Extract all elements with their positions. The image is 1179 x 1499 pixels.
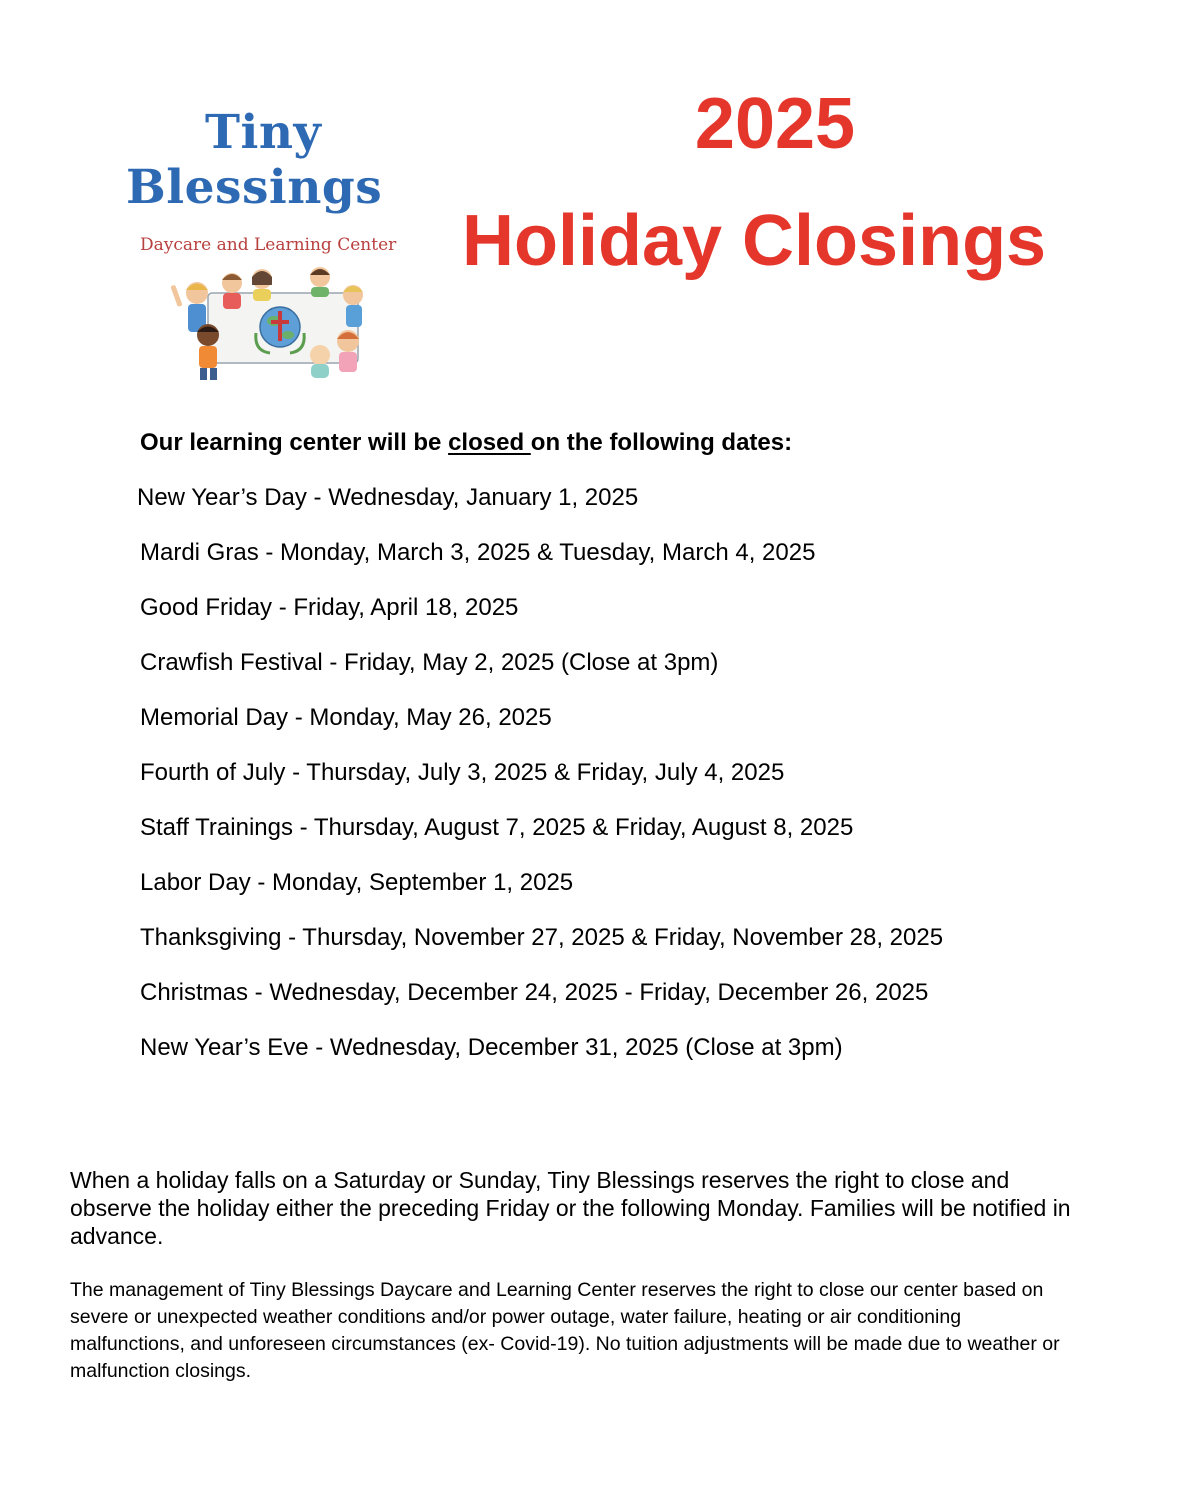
- closing-date-item: Memorial Day - Monday, May 26, 2025: [140, 704, 552, 731]
- logo-subtitle: Daycare and Learning Center: [140, 235, 397, 255]
- closing-date-item: Labor Day - Monday, September 1, 2025: [140, 869, 574, 896]
- closing-dates-list: [137, 483, 944, 1088]
- intro-text-after: on the following dates:: [530, 429, 793, 456]
- children-banner-illustration: [170, 263, 370, 385]
- intro-closed-emphasis: closed: [448, 429, 531, 456]
- closing-date-item: Mardi Gras - Monday, March 3, 2025 & Tuesday, March 4, 2025: [140, 539, 816, 566]
- title-year: 2025: [694, 84, 856, 164]
- page-title: Holiday Closings: [462, 201, 1047, 281]
- closing-date-item: Staff Trainings - Thursday, August 7, 2025 & Friday, August 8, 2025: [140, 814, 854, 841]
- closing-date-item: Good Friday - Friday, April 18, 2025: [140, 594, 519, 621]
- intro-text-before: Our learning center will be: [140, 429, 449, 456]
- closing-date-item: Thanksgiving - Thursday, November 27, 2025 & Friday, November 28, 2025: [140, 924, 944, 951]
- logo-text-blessings: Blessings: [126, 160, 383, 215]
- closing-date-item: Crawfish Festival - Friday, May 2, 2025 (Close at 3pm): [140, 649, 719, 676]
- weather-policy-note: The management of Tiny Blessings Daycare and Learning Center reserves the right to close our center based on severe or unexpected weather conditions and/or power outage, water failure, heating or air conditioning malfunctions, and unforeseen circumstances (ex- Covid-19). No tuition adjustments will be made due to weather or malfunction closings.: [70, 1278, 1060, 1382]
- closing-date-item: New Year’s Eve - Wednesday, December 31, 2025 (Close at 3pm): [140, 1034, 843, 1061]
- closing-date-item: Christmas - Wednesday, December 24, 2025 - Friday, December 26, 2025: [140, 979, 929, 1006]
- intro-heading: [140, 429, 792, 457]
- logo-text-tiny: Tiny: [205, 105, 322, 160]
- weekend-policy-note: When a holiday falls on a Saturday or Sunday, Tiny Blessings reserves the right to close and observe the holiday either the preceding Friday or the following Monday. Families will be notified in advance.: [70, 1167, 1071, 1249]
- closing-date-item: New Year’s Day - Wednesday, January 1, 2025: [137, 484, 639, 511]
- closing-date-item: Fourth of July - Thursday, July 3, 2025 & Friday, July 4, 2025: [140, 759, 785, 786]
